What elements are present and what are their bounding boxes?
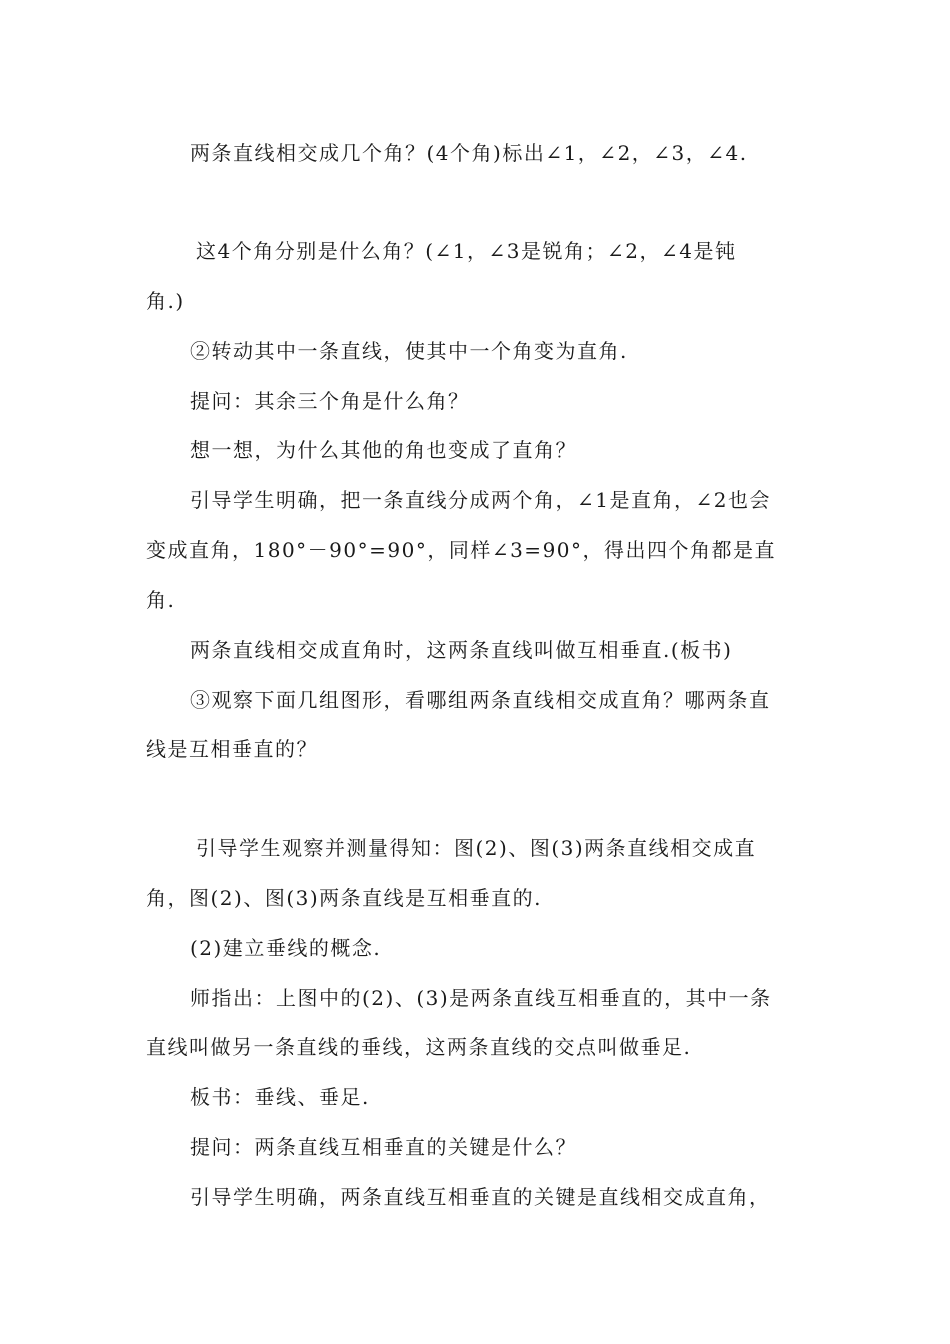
- text-line: 引导学生观察并测量得知：图(2)、图(3)两条直线相交成直: [196, 836, 757, 860]
- text-line: 变成直角，180°－90°=90°，同样∠3=90°，得出四个角都是直: [146, 538, 777, 562]
- text-line: 想一想，为什么其他的角也变成了直角？: [190, 438, 577, 462]
- text-line: 板书：垂线、垂足.: [190, 1085, 370, 1109]
- text-line: 师指出：上图中的(2)、(3)是两条直线互相垂直的，其中一条: [190, 986, 772, 1010]
- text-line: 角.: [146, 588, 176, 612]
- text-line: 提问：其余三个角是什么角？: [190, 389, 470, 413]
- text-line: ③观察下面几组图形，看哪组两条直线相交成直角？哪两条直: [190, 688, 771, 712]
- text-line: 两条直线相交成直角时，这两条直线叫做互相垂直.(板书): [190, 638, 733, 662]
- text-line: ②转动其中一条直线，使其中一个角变为直角.: [190, 339, 628, 363]
- text-line: 线是互相垂直的？: [146, 737, 318, 761]
- text-line: 两条直线相交成几个角？(4个角)标出∠1，∠2，∠3，∠4.: [190, 141, 748, 165]
- text-line: 直线叫做另一条直线的垂线，这两条直线的交点叫做垂足.: [146, 1035, 692, 1059]
- text-line: 引导学生明确，把一条直线分成两个角，∠1是直角，∠2也会: [190, 488, 771, 512]
- text-line: 引导学生明确，两条直线互相垂直的关键是直线相交成直角，: [190, 1185, 771, 1209]
- text-line: (2)建立垂线的概念.: [190, 936, 382, 960]
- text-line: 提问：两条直线互相垂直的关键是什么？: [190, 1135, 577, 1159]
- text-line: 这4个角分别是什么角？(∠1，∠3是锐角；∠2，∠4是钝: [196, 239, 737, 263]
- text-line: 角.): [146, 289, 185, 313]
- text-line: 角，图(2)、图(3)两条直线是互相垂直的.: [146, 886, 543, 910]
